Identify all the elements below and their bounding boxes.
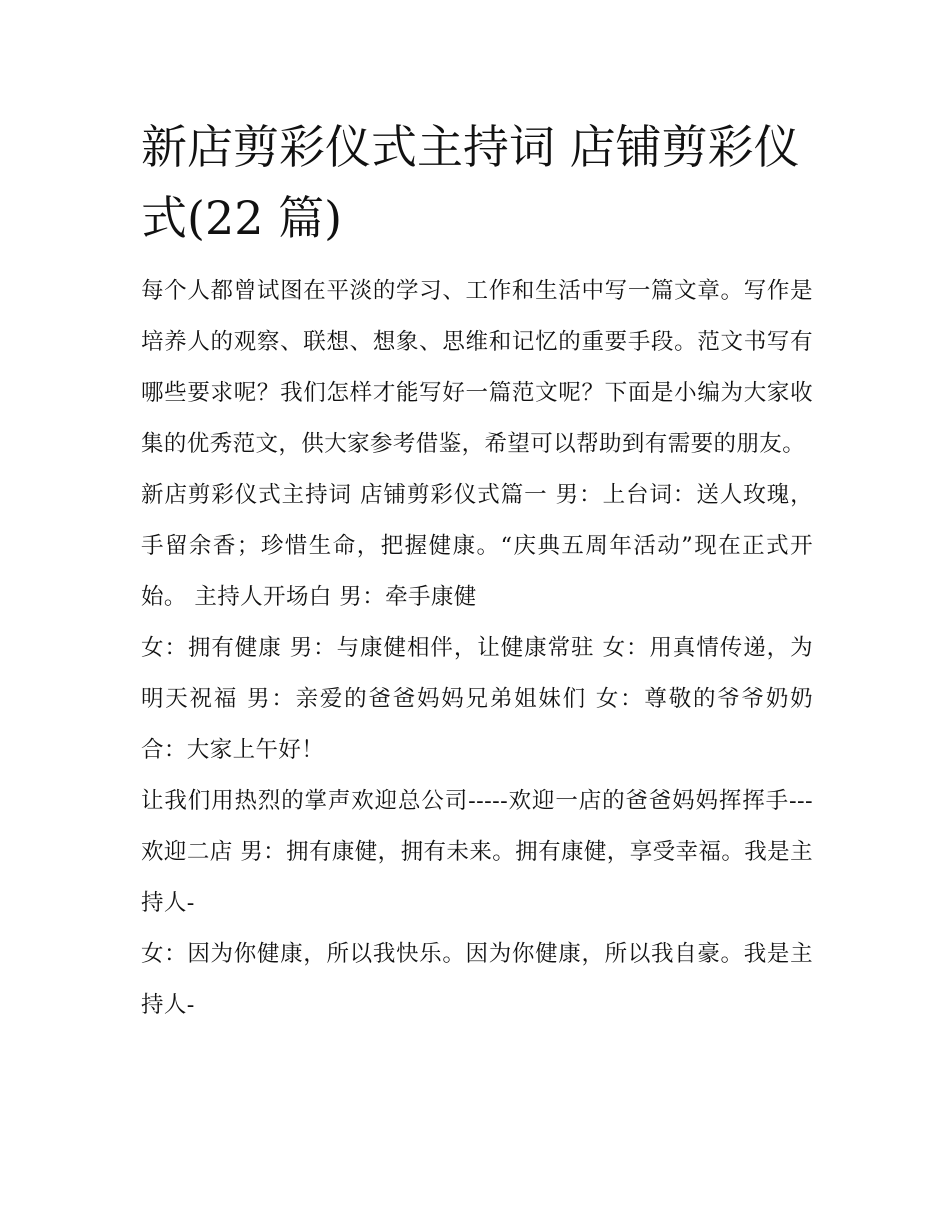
paragraph-opening: 新店剪彩仪式主持词 店铺剪彩仪式篇一 男：上台词：送人玫瑰，手留余香；珍惜生命，把握健康。“庆典五周年活动”现在正式开始。 主持人开场白 男：牵手康健	[141, 482, 813, 610]
document-page	[141, 112, 813, 1031]
paragraph-intro: 每个人都曾试图在平淡的学习、工作和生活中写一篇文章。写作是培养人的观察、联想、想象、思维和记忆的重要手段。范文书写有哪些要求呢？我们怎样才能写好一篇范文呢？下面是小编为大家收集的优秀范文，供大家参考借鉴，希望可以帮助到有需要的朋友。	[141, 278, 813, 457]
paragraph-welcome: 让我们用热烈的掌声欢迎总公司-----欢迎一店的爸爸妈妈挥挥手---欢迎二店 男：拥有康健，拥有未来。拥有康健，享受幸福。我是主持人-	[141, 788, 813, 916]
paragraph-host-intro: 女：因为你健康，所以我快乐。因为你健康，所以我自豪。我是主持人-	[141, 941, 813, 1018]
paragraph-greeting: 女：拥有健康 男：与康健相伴，让健康常驻 女：用真情传递，为明天祝福 男：亲爱的爸爸妈妈兄弟姐妹们 女：尊敬的爷爷奶奶 合：大家上午好！	[141, 635, 813, 763]
document-title: 新店剪彩仪式主持词 店铺剪彩仪式(22 篇)	[141, 120, 800, 245]
